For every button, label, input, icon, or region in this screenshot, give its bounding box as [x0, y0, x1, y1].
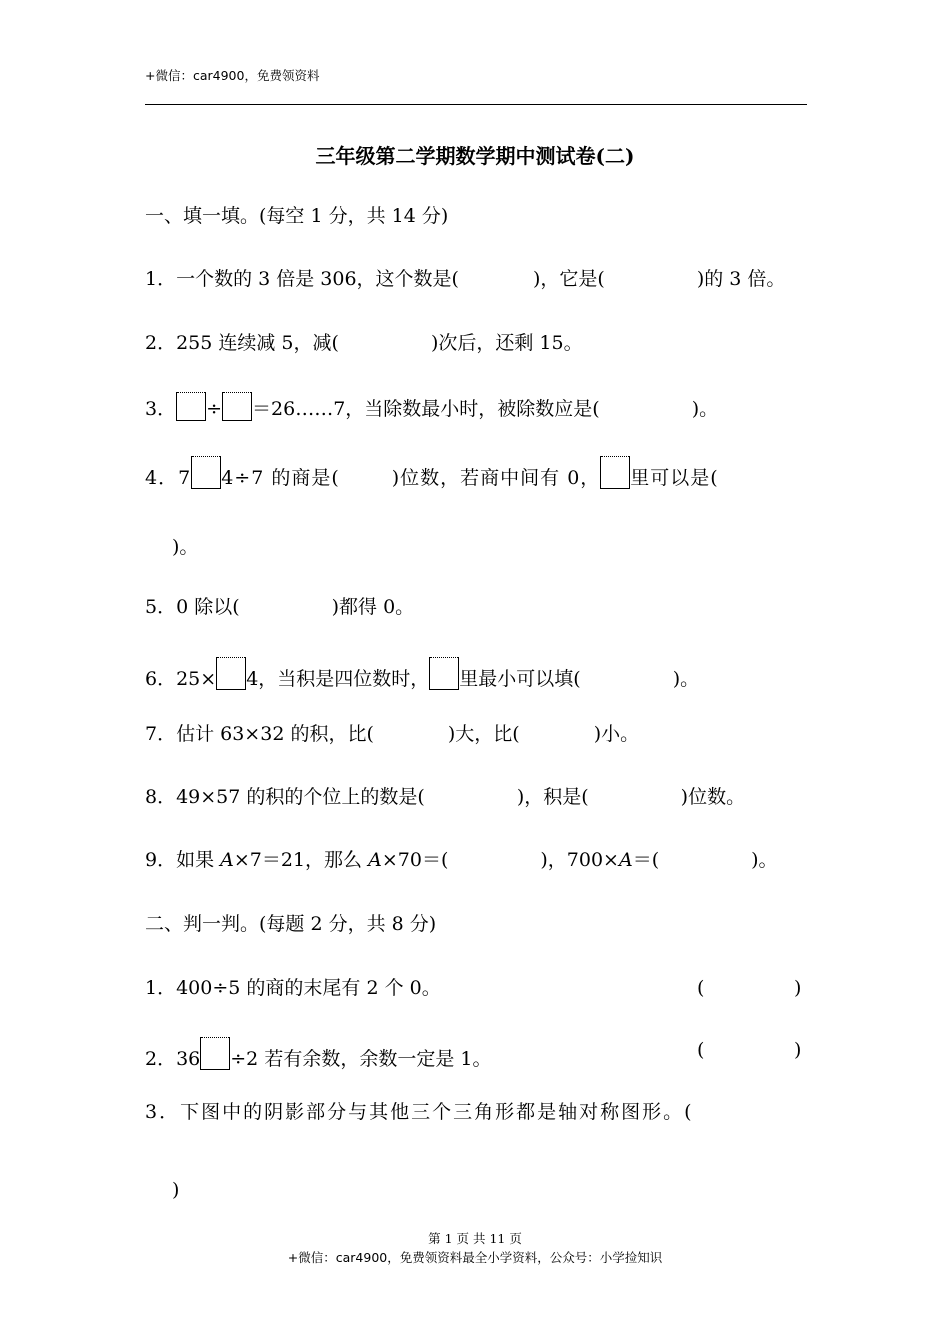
blank-box[interactable]: [200, 1037, 230, 1070]
question-2-2: 2．36 ÷2 若有余数，余数一定是 1。: [145, 1037, 491, 1072]
answer-paren-close: ): [794, 977, 802, 999]
question-2-1: 1．400÷5 的商的末尾有 2 个 0。: [145, 977, 441, 999]
question-1-9: 9．如果 A×7＝21，那么 A×70＝( )，700×A＝( )。: [145, 849, 778, 871]
page-number: 第 1 页 共 11 页: [428, 1231, 522, 1246]
question-1-4: 4．7 4÷7 的商是( )位数，若商中间有 0， 里可以是(: [145, 456, 719, 491]
question-1-7: 7．估计 63×32 的积，比( )大，比( )小。: [145, 723, 640, 745]
blank-box[interactable]: [176, 392, 206, 421]
question-1-1: 1．一个数的 3 倍是 306，这个数是( )，它是( )的 3 倍。: [145, 268, 786, 290]
question-2-3-cont: ): [172, 1179, 180, 1201]
question-1-4-cont: )。: [172, 536, 199, 558]
blank-box[interactable]: [191, 456, 221, 489]
blank-box[interactable]: [222, 392, 252, 421]
question-2-3: 3．下图中的阴影部分与其他三个三角形都是轴对称图形。(: [145, 1101, 694, 1123]
footer-note: +微信：car4900，免费领资料最全小学资料，公众号：小学捡知识: [287, 1250, 663, 1265]
blank-box[interactable]: [600, 456, 630, 489]
section1-heading: 一、填一填。(每空 1 分，共 14 分): [145, 205, 449, 227]
answer-paren-open: (: [697, 977, 705, 999]
section2-heading: 二、判一判。(每题 2 分，共 8 分): [145, 913, 437, 935]
header-rule: [145, 104, 807, 105]
question-1-8: 8．49×57 的积的个位上的数是( )，积是( )位数。: [145, 786, 746, 808]
page-title: 三年级第二学期数学期中测试卷(二): [315, 144, 635, 168]
question-1-2: 2．255 连续减 5，减( )次后，还剩 15。: [145, 332, 583, 354]
question-1-6: 6．25× 4，当积是四位数时， 里最小可以填( )。: [145, 657, 699, 692]
blank-box[interactable]: [216, 657, 246, 690]
answer-paren-close: ): [794, 1039, 802, 1061]
blank-box[interactable]: [429, 657, 459, 690]
page-header-note: +微信：car4900，免费领资料: [145, 68, 320, 83]
question-1-3: 3． ÷ ＝26……7，当除数最小时，被除数应是( )。: [145, 392, 718, 422]
answer-paren-open: (: [697, 1039, 705, 1061]
question-1-5: 5．0 除以( )都得 0。: [145, 596, 415, 618]
